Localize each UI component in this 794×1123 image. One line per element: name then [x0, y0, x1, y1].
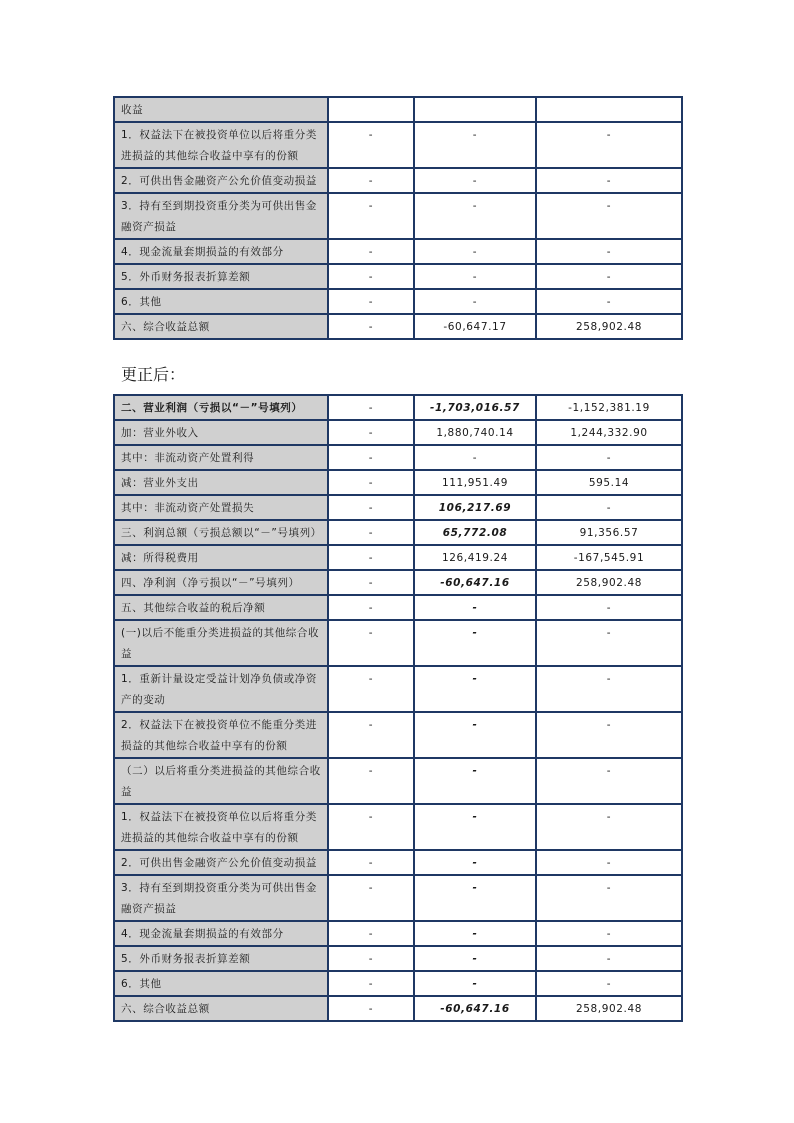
row-label: 三、利润总额（亏损总额以“－”号填列） [114, 520, 328, 545]
row-label: 6．其他 [114, 289, 328, 314]
row-label: 六、综合收益总额 [114, 996, 328, 1021]
row-label: 6．其他 [114, 971, 328, 996]
table-row [114, 420, 682, 445]
cell-col1: - [328, 193, 414, 239]
row-label: 1．权益法下在被投资单位以后将重分类进损益的其他综合收益中享有的份额 [114, 122, 328, 168]
table-row [114, 875, 682, 921]
row-label: 3．持有至到期投资重分类为可供出售金融资产损益 [114, 193, 328, 239]
cell-col2: - [414, 445, 536, 470]
cell-col3: 91,356.57 [536, 520, 682, 545]
row-label: 5．外币财务报表折算差额 [114, 946, 328, 971]
cell-col3: -1,152,381.19 [536, 395, 682, 420]
income-statement-table-before [113, 96, 683, 340]
cell-col1: - [328, 289, 414, 314]
cell-col1: - [328, 996, 414, 1021]
cell-col3: - [536, 758, 682, 804]
row-label: 1．权益法下在被投资单位以后将重分类进损益的其他综合收益中享有的份额 [114, 804, 328, 850]
row-label: 2．权益法下在被投资单位不能重分类进损益的其他综合收益中享有的份额 [114, 712, 328, 758]
cell-col3: - [536, 239, 682, 264]
cell-col2: - [414, 712, 536, 758]
table-row [114, 595, 682, 620]
table-row [114, 168, 682, 193]
table-row [114, 666, 682, 712]
table-row [114, 314, 682, 339]
cell-col1: - [328, 921, 414, 946]
row-label: 4．现金流量套期损益的有效部分 [114, 239, 328, 264]
table-row [114, 289, 682, 314]
table-row [114, 850, 682, 875]
cell-col1: - [328, 946, 414, 971]
row-label: 收益 [114, 97, 328, 122]
section-heading: 更正后： [121, 365, 186, 384]
cell-col2: - [414, 122, 536, 168]
cell-col1: - [328, 445, 414, 470]
row-label: 其中：非流动资产处置损失 [114, 495, 328, 520]
table-row [114, 97, 682, 122]
table-row [114, 545, 682, 570]
cell-col1: - [328, 595, 414, 620]
cell-col1: - [328, 314, 414, 339]
cell-col2: - [414, 921, 536, 946]
cell-col1: - [328, 850, 414, 875]
cell-col3: 258,902.48 [536, 570, 682, 595]
cell-col2: - [414, 804, 536, 850]
cell-col2: -60,647.16 [414, 996, 536, 1021]
table-row [114, 470, 682, 495]
cell-col3: 1,244,332.90 [536, 420, 682, 445]
table-row [114, 712, 682, 758]
cell-col2: 126,419.24 [414, 545, 536, 570]
cell-col3: 258,902.48 [536, 314, 682, 339]
cell-col1: - [328, 712, 414, 758]
row-label: 四、净利润（净亏损以“－”号填列） [114, 570, 328, 595]
cell-col2: - [414, 264, 536, 289]
row-label: 五、其他综合收益的税后净额 [114, 595, 328, 620]
cell-col3: -167,545.91 [536, 545, 682, 570]
cell-col3: - [536, 595, 682, 620]
row-label: （二）以后将重分类进损益的其他综合收益 [114, 758, 328, 804]
income-statement-table-corrected [113, 394, 683, 1022]
row-label: 减：营业外支出 [114, 470, 328, 495]
cell-col2: -60,647.17 [414, 314, 536, 339]
table-row [114, 520, 682, 545]
cell-col2: - [414, 971, 536, 996]
row-label: (一)以后不能重分类进损益的其他综合收益 [114, 620, 328, 666]
cell-col2: - [414, 289, 536, 314]
table-row [114, 445, 682, 470]
cell-col3: 595.14 [536, 470, 682, 495]
cell-col2: 1,880,740.14 [414, 420, 536, 445]
cell-col3: - [536, 193, 682, 239]
cell-col1: - [328, 758, 414, 804]
cell-col3: - [536, 495, 682, 520]
cell-col3: - [536, 445, 682, 470]
cell-col1: - [328, 545, 414, 570]
row-label: 5．外币财务报表折算差额 [114, 264, 328, 289]
cell-col1: - [328, 666, 414, 712]
cell-col2: -60,647.16 [414, 570, 536, 595]
cell-col2: - [414, 168, 536, 193]
row-label: 3．持有至到期投资重分类为可供出售金融资产损益 [114, 875, 328, 921]
cell-col1 [328, 97, 414, 122]
cell-col2: - [414, 595, 536, 620]
cell-col1: - [328, 395, 414, 420]
cell-col3: 258,902.48 [536, 996, 682, 1021]
cell-col3: - [536, 620, 682, 666]
table-row [114, 495, 682, 520]
row-label: 加：营业外收入 [114, 420, 328, 445]
cell-col3: - [536, 712, 682, 758]
cell-col1: - [328, 804, 414, 850]
cell-col2: - [414, 239, 536, 264]
cell-col3: - [536, 946, 682, 971]
cell-col1: - [328, 122, 414, 168]
table-row [114, 122, 682, 168]
cell-col1: - [328, 168, 414, 193]
cell-col1: - [328, 470, 414, 495]
cell-col2: 65,772.08 [414, 520, 536, 545]
cell-col3: - [536, 921, 682, 946]
row-label: 二、营业利润（亏损以“－”号填列） [114, 395, 328, 420]
row-label: 六、综合收益总额 [114, 314, 328, 339]
table-row [114, 239, 682, 264]
cell-col1: - [328, 620, 414, 666]
row-label: 2．可供出售金融资产公允价值变动损益 [114, 850, 328, 875]
cell-col2: - [414, 850, 536, 875]
table-row [114, 946, 682, 971]
row-label: 其中：非流动资产处置利得 [114, 445, 328, 470]
table-row [114, 264, 682, 289]
cell-col3: - [536, 168, 682, 193]
cell-col1: - [328, 239, 414, 264]
cell-col1: - [328, 420, 414, 445]
cell-col1: - [328, 570, 414, 595]
cell-col1: - [328, 971, 414, 996]
cell-col2: - [414, 620, 536, 666]
cell-col2: - [414, 946, 536, 971]
row-label: 2．可供出售金融资产公允价值变动损益 [114, 168, 328, 193]
cell-col3: - [536, 804, 682, 850]
cell-col3: - [536, 122, 682, 168]
cell-col3: - [536, 289, 682, 314]
cell-col2 [414, 97, 536, 122]
table-row [114, 193, 682, 239]
cell-col3: - [536, 850, 682, 875]
cell-col3: - [536, 264, 682, 289]
table-row [114, 804, 682, 850]
table-row [114, 921, 682, 946]
cell-col1: - [328, 520, 414, 545]
cell-col2: - [414, 758, 536, 804]
table-row [114, 758, 682, 804]
table-row [114, 620, 682, 666]
cell-col1: - [328, 264, 414, 289]
cell-col2: -1,703,016.57 [414, 395, 536, 420]
cell-col3: - [536, 971, 682, 996]
table-row [114, 971, 682, 996]
row-label: 1．重新计量设定受益计划净负债或净资产的变动 [114, 666, 328, 712]
table-row [114, 395, 682, 420]
row-label: 减：所得税费用 [114, 545, 328, 570]
table-row [114, 996, 682, 1021]
cell-col2: 111,951.49 [414, 470, 536, 495]
cell-col2: - [414, 193, 536, 239]
cell-col3 [536, 97, 682, 122]
row-label: 4．现金流量套期损益的有效部分 [114, 921, 328, 946]
cell-col2: 106,217.69 [414, 495, 536, 520]
table-row [114, 570, 682, 595]
cell-col1: - [328, 875, 414, 921]
cell-col3: - [536, 875, 682, 921]
cell-col1: - [328, 495, 414, 520]
cell-col2: - [414, 666, 536, 712]
cell-col2: - [414, 875, 536, 921]
cell-col3: - [536, 666, 682, 712]
